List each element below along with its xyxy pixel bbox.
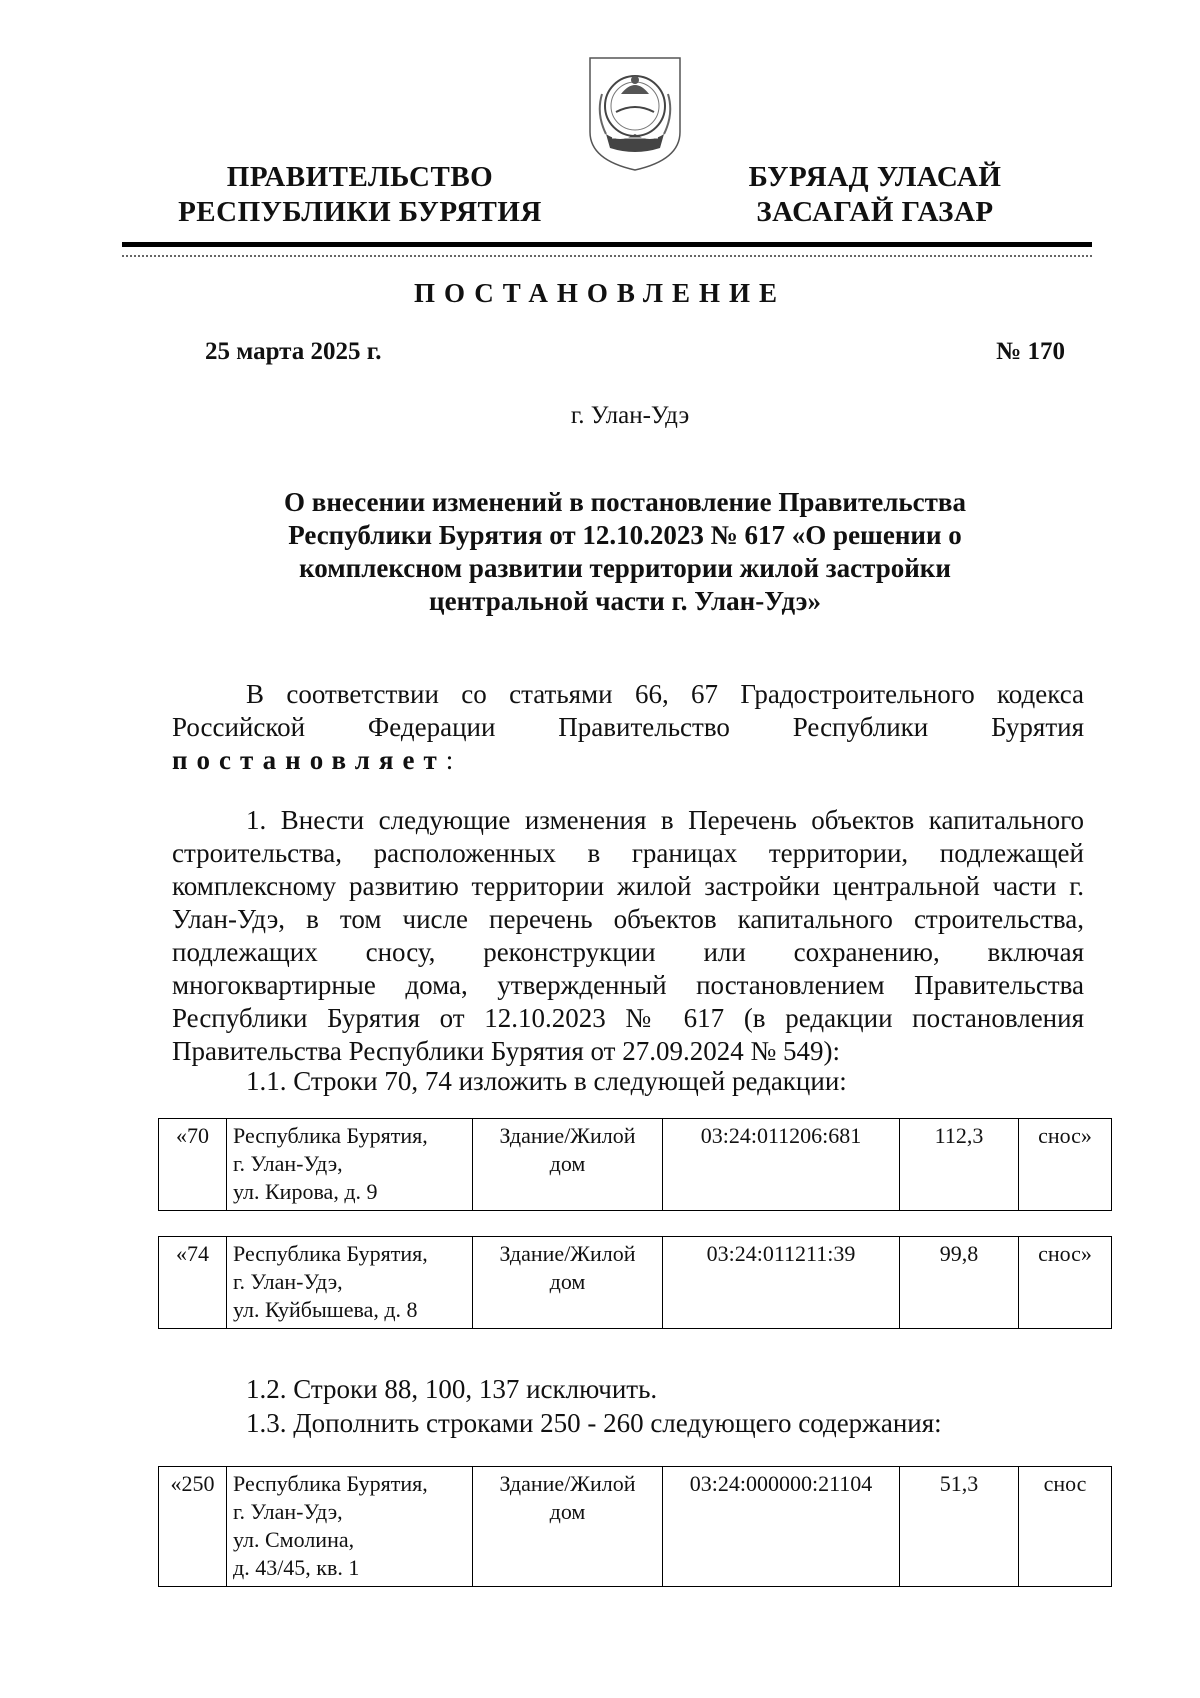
table-row-74 (158, 1236, 1112, 1329)
issuer-ru-line2: РЕСПУБЛИКИ БУРЯТИЯ (178, 196, 542, 228)
item-1-3: 1.3. Дополнить строками 250 - 260 следующего содержания: (246, 1408, 942, 1438)
preamble-paragraph (172, 678, 1084, 777)
address-line: г. Улан-Удэ, (233, 1269, 343, 1294)
table-row (159, 1467, 1112, 1587)
address-line: Республика Бурятия, (233, 1123, 428, 1148)
item-1-2: 1.2. Строки 88, 100, 137 исключить. (246, 1374, 658, 1404)
preamble-spaced-verb: постановляет (172, 745, 446, 775)
address-line: г. Улан-Удэ, (233, 1151, 343, 1176)
document-title: ПОСТАНОВЛЕНИЕ (413, 278, 787, 308)
issuer-name-buryat (715, 160, 1035, 230)
row-number: «74 (159, 1237, 227, 1329)
item-1-paragraph: 1. Внести следующие изменения в Перечень объектов капитального строительства, расположенных в границах территории, подлежащей комплексному развитию территории жилой застройки центральной части г. Улан-Удэ, в том числе перечень объектов капитального строительства, подлежащих сносу, реконструкции или сохранению, включая многоквартирные дома, утвержденный постановлением Правительства Республики Бурятия от 12.10.2023 № 617 (в редакции постановления Правительства Республики Бурятия от 27.09.2024 № 549): (172, 805, 1084, 1066)
table-row (159, 1237, 1112, 1329)
address-line: Республика Бурятия, (233, 1241, 428, 1266)
row-action: снос (1019, 1467, 1112, 1587)
row-action: снос» (1019, 1237, 1112, 1329)
document-date: 25 марта 2025 г. (205, 338, 382, 365)
address-line: д. 43/45, кв. 1 (233, 1555, 360, 1580)
row-number: «70 (159, 1119, 227, 1211)
table-row (159, 1119, 1112, 1211)
address-line: Республика Бурятия, (233, 1471, 428, 1496)
item-1-1: 1.1. Строки 70, 74 изложить в следующей редакции: (246, 1066, 847, 1096)
coat-of-arms-icon (586, 54, 684, 174)
address-line: ул. Куйбышева, д. 8 (233, 1297, 418, 1322)
address-line: г. Улан-Удэ, (233, 1499, 343, 1524)
table-row-250 (158, 1466, 1112, 1587)
row-area: 112,3 (900, 1119, 1019, 1211)
preamble-end: : (445, 745, 454, 775)
address-line: ул. Смолина, (233, 1527, 355, 1552)
row-area: 99,8 (900, 1237, 1019, 1329)
row-object-type: Здание/Жилой дом (473, 1119, 663, 1211)
row-object-type: Здание/Жилой дом (473, 1237, 663, 1329)
row-object-type: Здание/Жилой дом (473, 1467, 663, 1587)
table-row-70 (158, 1118, 1112, 1211)
issuer-bur-line2: ЗАСАГАЙ ГАЗАР (756, 196, 994, 228)
issuer-bur-line1: БУРЯАД УЛАСАЙ (748, 161, 1002, 193)
document-number: № 170 (996, 338, 1065, 365)
row-address (227, 1467, 473, 1587)
header-divider-dotted (122, 255, 1092, 257)
row-address (227, 1237, 473, 1329)
address-line: ул. Кирова, д. 9 (233, 1179, 378, 1204)
document-city: г. Улан-Удэ (570, 402, 690, 429)
row-cadastral-number: 03:24:011206:681 (663, 1119, 900, 1211)
row-cadastral-number: 03:24:000000:21104 (663, 1467, 900, 1587)
row-address (227, 1119, 473, 1211)
preamble-text: В соответствии со статьями 66, 67 Градостроительного кодекса Российской Федерации Правительство Республики Бурятия (172, 679, 1084, 742)
document-subject: О внесении изменений в постановление Правительства Республики Бурятия от 12.10.2023 № 617 «О решении о комплексном развитии территории жилой застройки центральной части г. Улан-Удэ» (284, 487, 966, 616)
header-divider-thick (122, 242, 1092, 247)
row-area: 51,3 (900, 1467, 1019, 1587)
row-cadastral-number: 03:24:011211:39 (663, 1237, 900, 1329)
issuer-name-russian (160, 160, 560, 230)
row-number: «250 (159, 1467, 227, 1587)
row-action: снос» (1019, 1119, 1112, 1211)
issuer-ru-line1: ПРАВИТЕЛЬСТВО (226, 161, 494, 193)
